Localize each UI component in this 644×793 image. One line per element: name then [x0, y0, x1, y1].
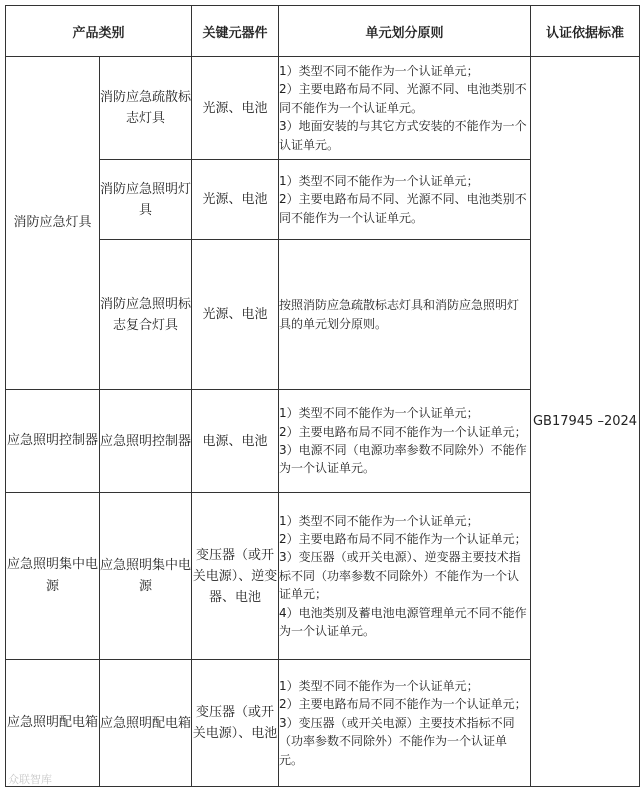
principle-line: 1）类型不同不能作为一个认证单元； — [279, 173, 479, 188]
standard-year: –2024 — [597, 413, 638, 429]
principle-line: 2）主要电路布局不同不能作为一个认证单元； — [279, 697, 527, 712]
principle-cell — [279, 57, 531, 160]
principle-cell — [279, 493, 531, 660]
subcategory-cell: 应急照明控制器 — [100, 390, 192, 493]
header-standard: 认证依据标准 — [531, 6, 640, 57]
principle-line: 2）主要电路布局不同不能作为一个认证单元； — [279, 531, 527, 546]
certification-unit-table — [5, 5, 640, 787]
principle-line: 2）主要电路布局不同、光源不同、电池类别不同不能作为一个认证单元。 — [279, 192, 527, 225]
principle-line: 1）类型不同不能作为一个认证单元； — [279, 63, 479, 78]
category-cell: 消防应急灯具 — [6, 57, 100, 390]
watermark-logo: 众联智库 — [8, 773, 52, 786]
header-principle: 单元划分原则 — [279, 6, 531, 57]
header-category: 产品类别 — [6, 6, 192, 57]
principle-cell — [279, 160, 531, 240]
table-header-row — [6, 6, 640, 57]
principle-line: 1）类型不同不能作为一个认证单元； — [279, 406, 479, 421]
principle-line: 3）变压器（或开关电源）主要技术指标不同（功率参数不同除外）不能作为一个认证单元。 — [279, 715, 515, 767]
components-cell: 电源、电池 — [192, 390, 279, 493]
subcategory-cell: 应急照明集中电源 — [100, 493, 192, 660]
principle-line: 3）地面安装的与其它方式安装的不能作为一个认证单元。 — [279, 119, 527, 152]
category-cell: 应急照明配电箱 — [6, 660, 100, 787]
components-cell: 变压器（或开关电源）、逆变器、电池 — [192, 493, 279, 660]
standard-cell — [531, 57, 640, 787]
principle-line: 2）主要电路布局不同、光源不同、电池类别不同不能作为一个认证单元。 — [279, 82, 527, 115]
principle-line: 1）类型不同不能作为一个认证单元； — [279, 513, 479, 528]
principle-cell — [279, 240, 531, 390]
subcategory-cell: 消防应急疏散标志灯具 — [100, 57, 192, 160]
principle-line: 2）主要电路布局不同不能作为一个认证单元； — [279, 424, 527, 439]
table-row — [6, 57, 640, 160]
principle-cell — [279, 660, 531, 787]
principle-cell — [279, 390, 531, 493]
principle-line: 3）变压器（或开关电源）、逆变器主要技术指标不同（功率参数不同除外）不能作为一个认证单元； — [279, 550, 521, 602]
principle-line: 按照消防应急疏散标志灯具和消防应急照明灯具的单元划分原则。 — [279, 298, 520, 331]
subcategory-cell: 消防应急照明标志复合灯具 — [100, 240, 192, 390]
subcategory-cell: 消防应急照明灯具 — [100, 160, 192, 240]
subcategory-cell: 应急照明配电箱 — [100, 660, 192, 787]
components-cell: 光源、电池 — [192, 57, 279, 160]
principle-line: 4）电池类别及蓄电池电源管理单元不同不能作为一个认证单元。 — [279, 605, 527, 639]
principle-line: 1）类型不同不能作为一个认证单元； — [279, 678, 479, 693]
principle-line: 3）电源不同（电源功率参数不同除外）不能作为一个认证单元。 — [279, 443, 527, 476]
components-cell: 光源、电池 — [192, 160, 279, 240]
category-cell: 应急照明集中电源 — [6, 493, 100, 660]
components-cell: 光源、电池 — [192, 240, 279, 390]
category-cell: 应急照明控制器 — [6, 390, 100, 493]
standard-number: GB17945 — [532, 413, 594, 429]
components-cell: 变压器（或开关电源）、电池 — [192, 660, 279, 787]
header-components: 关键元器件 — [192, 6, 279, 57]
